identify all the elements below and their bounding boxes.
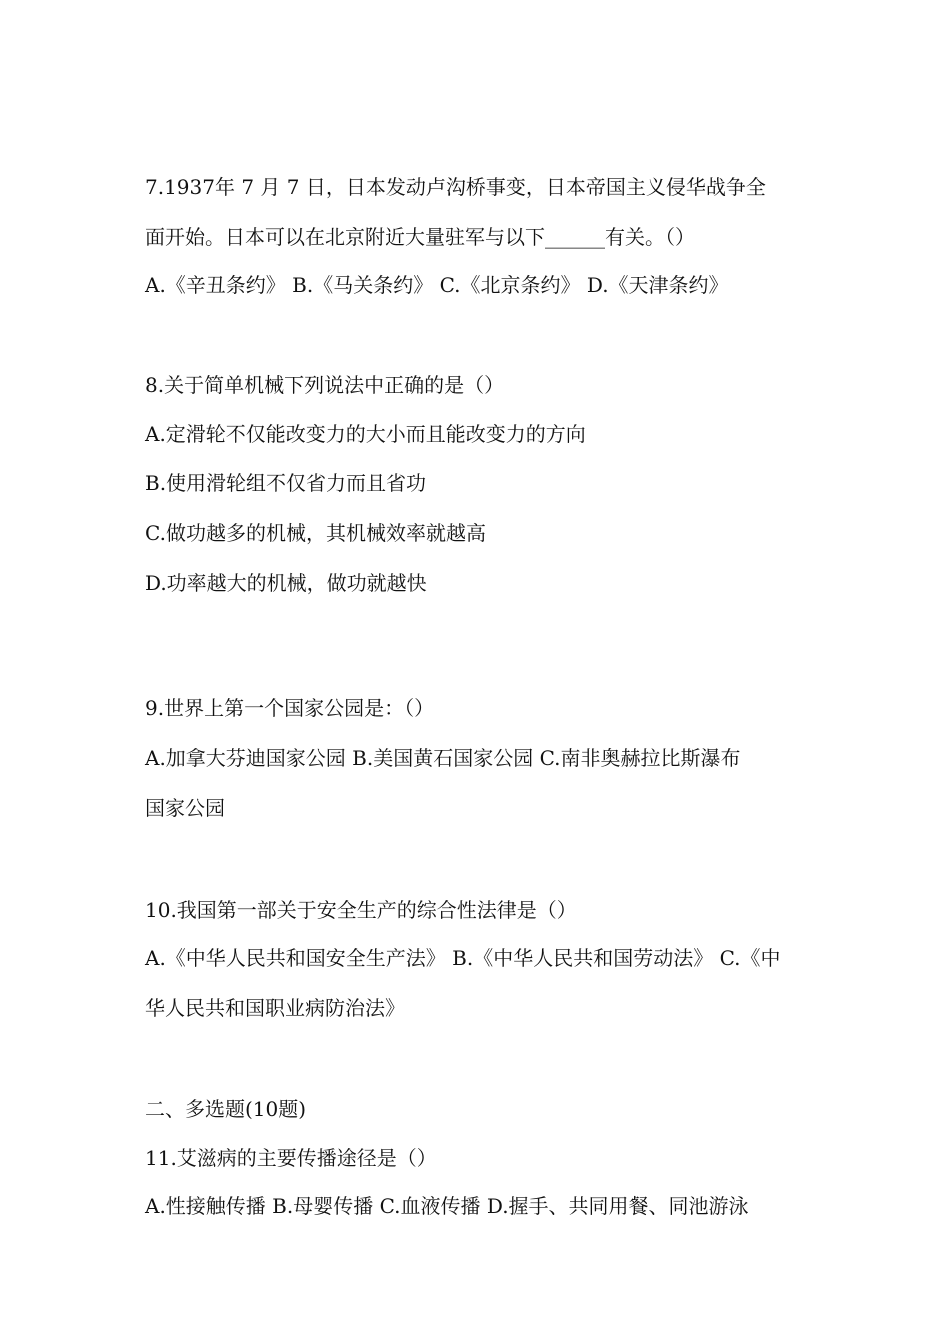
q10-stem: 10.我国第一部关于安全生产的综合性法律是（） [145,898,577,922]
q8-option-a: A.定滑轮不仅能改变力的大小而且能改变力的方向 [145,422,586,446]
section-heading: 二、多选题(10题) [145,1097,307,1121]
q10-options-line2: 华人民共和国职业病防治法》 [145,996,405,1020]
q7-stem-line1: 7.1937年 7 月 7 日，日本发动卢沟桥事变，日本帝国主义侵华战争全 [145,175,766,199]
q8-option-d: D.功率越大的机械，做功就越快 [145,571,427,595]
q8-option-c: C.做功越多的机械，其机械效率就越高 [145,521,486,545]
q9-options-line1: A.加拿大芬迪国家公园 B.美国黄石国家公园 C.南非奥赫拉比斯瀑布 [145,746,741,770]
q8-option-b: B.使用滑轮组不仅省力而且省功 [145,471,427,495]
q9-stem: 9.世界上第一个国家公园是：（） [145,696,435,720]
q7-options: A.《辛丑条约》 B.《马关条约》 C.《北京条约》 D.《天津条约》 [145,273,729,297]
q11-stem: 11.艾滋病的主要传播途径是（） [145,1146,437,1170]
q8-stem: 8.关于简单机械下列说法中正确的是（） [145,373,505,397]
q7-stem-line2: 面开始。日本可以在北京附近大量驻军与以下______有关。（） [145,225,695,249]
q11-options: A.性接触传播 B.母婴传播 C.血液传播 D.握手、共同用餐、同池游泳 [145,1194,749,1218]
q9-options-line2: 国家公园 [145,796,225,820]
q10-options-line1: A.《中华人民共和国安全生产法》 B.《中华人民共和国劳动法》 C.《中 [145,946,781,970]
